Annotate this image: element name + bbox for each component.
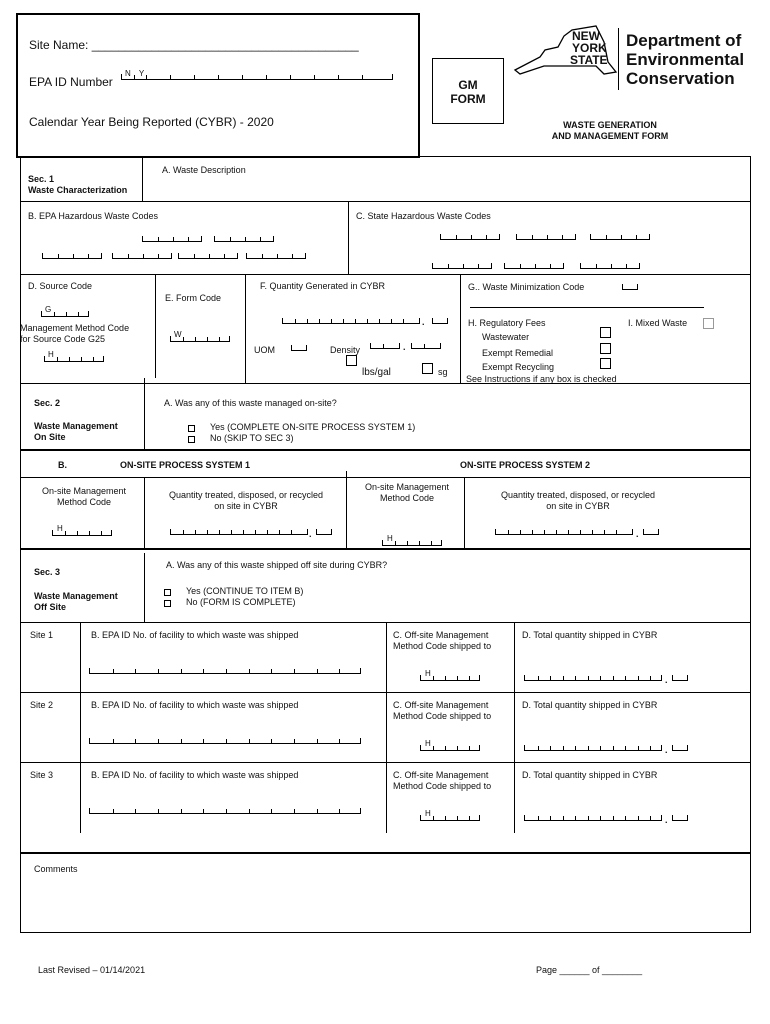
density-field[interactable] bbox=[370, 343, 400, 349]
sec3-divider bbox=[144, 553, 145, 622]
ef-divider bbox=[245, 275, 246, 383]
sys1-mgmt-label-2: Method Code bbox=[56, 497, 112, 507]
source-code-label: D. Source Code bbox=[28, 281, 93, 291]
site-decimal: . bbox=[665, 815, 668, 825]
sec3-subtitle-2: Off Site bbox=[34, 602, 67, 612]
site-bc-divider bbox=[386, 623, 387, 833]
sec2-title: Sec. 2 bbox=[34, 398, 61, 408]
sys2-qty-decimal-field[interactable] bbox=[643, 529, 659, 535]
sys2-qty-label-1: Quantity treated, disposed, or recycled bbox=[500, 490, 656, 500]
sec3-question: A. Was any of this waste shipped off site during CYBR? bbox=[166, 560, 388, 570]
epa-prefix: N Y bbox=[125, 69, 148, 78]
mgmt-code-label-1: Management Method Code bbox=[20, 323, 130, 333]
sys2-mgmt-label-1: On-site Management bbox=[364, 482, 450, 492]
quantity-decimal-field[interactable] bbox=[432, 318, 448, 324]
rule bbox=[21, 449, 750, 451]
site-epa-id-field[interactable] bbox=[89, 668, 361, 674]
rule bbox=[21, 548, 750, 550]
sys1-qty-label-1: Quantity treated, disposed, or recycled bbox=[168, 490, 324, 500]
rule bbox=[21, 477, 750, 478]
rule bbox=[470, 307, 704, 308]
site-cd-divider bbox=[514, 623, 515, 833]
site-total-qty-decimal-field[interactable] bbox=[672, 675, 688, 681]
sec3-title: Sec. 3 bbox=[34, 567, 61, 577]
epa-code-field-6[interactable] bbox=[246, 253, 306, 259]
site-offsite-mgmt-label-2: Method Code shipped to bbox=[393, 781, 492, 791]
sec1-subtitle: Waste Characterization bbox=[28, 185, 128, 195]
site-label: Site 1 bbox=[30, 630, 54, 640]
comments-area[interactable] bbox=[24, 880, 746, 930]
site-total-qty-field[interactable] bbox=[524, 675, 662, 681]
site-epa-facility-label: B. EPA ID No. of facility to which waste was shipped bbox=[91, 700, 299, 710]
site-label: Site 3 bbox=[30, 770, 54, 780]
sys1-col-divider bbox=[144, 478, 145, 548]
exempt-remedial-checkbox[interactable] bbox=[600, 343, 611, 354]
rule bbox=[21, 383, 750, 384]
state-code-field-2[interactable] bbox=[516, 234, 576, 240]
form-title-1: WASTE GENERATION bbox=[563, 120, 657, 130]
mixed-waste-label: I. Mixed Waste bbox=[628, 318, 688, 328]
density-decimal-field[interactable] bbox=[411, 343, 441, 349]
state-codes-label: C. State Hazardous Waste Codes bbox=[356, 211, 491, 221]
site-epa-id-field[interactable] bbox=[89, 738, 361, 744]
site-decimal: . bbox=[665, 675, 668, 685]
sys1-qty-label-2: on site in CYBR bbox=[214, 501, 278, 511]
waste-min-field[interactable] bbox=[622, 284, 638, 290]
sys2-mgmt-label-2: Method Code bbox=[379, 493, 435, 503]
see-instructions: See Instructions if any box is checked bbox=[466, 374, 617, 384]
epa-code-field-4[interactable] bbox=[112, 253, 172, 259]
site-total-qty-label: D. Total quantity shipped in CYBR bbox=[522, 700, 658, 710]
sec1-divider bbox=[142, 157, 143, 201]
site-decimal: . bbox=[665, 745, 668, 755]
sec2-subtitle-2: On Site bbox=[34, 432, 66, 442]
rule bbox=[21, 201, 750, 202]
system2-title: ON-SITE PROCESS SYSTEM 2 bbox=[460, 460, 591, 470]
source-prefix: G bbox=[45, 305, 52, 314]
sec3-no-checkbox[interactable] bbox=[164, 600, 171, 607]
state-code-field-3[interactable] bbox=[590, 234, 650, 240]
rule bbox=[21, 274, 750, 275]
site-offsite-mgmt-label-1: C. Off-site Management bbox=[393, 700, 489, 710]
sec2-yes-label: Yes (COMPLETE ON-SITE PROCESS SYSTEM 1) bbox=[210, 422, 416, 432]
quantity-label: F. Quantity Generated in CYBR bbox=[260, 281, 386, 291]
mgmt-prefix: H bbox=[48, 350, 54, 359]
sys2-qty-label-2: on site in CYBR bbox=[546, 501, 610, 511]
epa-id-label: EPA ID Number bbox=[29, 75, 113, 89]
logo-new: NEW bbox=[572, 29, 600, 43]
site-offsite-mgmt-label-1: C. Off-site Management bbox=[393, 630, 489, 640]
site-total-qty-field[interactable] bbox=[524, 745, 662, 751]
site-epa-id-field[interactable] bbox=[89, 808, 361, 814]
site-offsite-mgmt-label-1: C. Off-site Management bbox=[393, 770, 489, 780]
sec2-b-label: B. bbox=[58, 460, 67, 470]
sys1-qty-field[interactable] bbox=[170, 529, 308, 535]
rule bbox=[21, 762, 750, 763]
epa-code-field-2[interactable] bbox=[214, 236, 274, 242]
exempt-remedial-label: Exempt Remedial bbox=[482, 348, 554, 358]
sec3-yes-label: Yes (CONTINUE TO ITEM B) bbox=[186, 586, 304, 596]
logo-york: YORK bbox=[572, 41, 607, 55]
page-number: Page ______ of ________ bbox=[536, 965, 643, 975]
sys1-qty-decimal-field[interactable] bbox=[316, 529, 332, 535]
de-divider bbox=[155, 275, 156, 378]
epa-code-field-5[interactable] bbox=[178, 253, 238, 259]
sg-checkbox[interactable] bbox=[422, 363, 433, 374]
epa-code-field-3[interactable] bbox=[42, 253, 102, 259]
wastewater-label: Wastewater bbox=[482, 332, 530, 342]
site-h-prefix: H bbox=[425, 669, 431, 678]
site-total-qty-field[interactable] bbox=[524, 815, 662, 821]
sec2-no-label: No (SKIP TO SEC 3) bbox=[210, 433, 294, 443]
sec1-title: Sec. 1 bbox=[28, 174, 55, 184]
density-label: Density bbox=[330, 345, 361, 355]
rule bbox=[21, 692, 750, 693]
dept-line1: Department of bbox=[626, 31, 742, 50]
site-epa-facility-label: B. EPA ID No. of facility to which waste was shipped bbox=[91, 630, 299, 640]
dept-line2: Environmental bbox=[626, 50, 745, 69]
site-name-field[interactable]: Site Name: ________________________________________ bbox=[29, 38, 359, 52]
sg-label: sg bbox=[438, 367, 448, 377]
comments-label: Comments bbox=[34, 864, 78, 874]
bc-divider bbox=[348, 202, 349, 274]
density-decimal: . bbox=[403, 342, 406, 352]
site-total-qty-decimal-field[interactable] bbox=[672, 815, 688, 821]
quantity-field[interactable] bbox=[282, 318, 420, 324]
quantity-decimal: . bbox=[422, 317, 425, 327]
uom-field[interactable] bbox=[291, 345, 307, 351]
mixed-waste-checkbox[interactable] bbox=[703, 318, 714, 329]
uom-label: UOM bbox=[254, 345, 275, 355]
sec2-yes-checkbox[interactable] bbox=[188, 425, 195, 432]
sys1-h-prefix: H bbox=[57, 524, 63, 533]
waste-min-label: G.. Waste Minimization Code bbox=[468, 282, 585, 292]
exempt-recycling-label: Exempt Recycling bbox=[482, 362, 555, 372]
logo-divider bbox=[618, 28, 619, 90]
epa-codes-label: B. EPA Hazardous Waste Codes bbox=[28, 211, 159, 221]
sec2-divider bbox=[144, 378, 145, 449]
site-total-qty-label: D. Total quantity shipped in CYBR bbox=[522, 770, 658, 780]
sys2-h-prefix: H bbox=[387, 534, 393, 543]
form-code-label: E. Form Code bbox=[165, 293, 222, 303]
mgmt-code-label-2: for Source Code G25 bbox=[20, 334, 106, 344]
exempt-recycling-checkbox[interactable] bbox=[600, 358, 611, 369]
sec2-no-checkbox[interactable] bbox=[188, 436, 195, 443]
site-label: Site 2 bbox=[30, 700, 54, 710]
gm-form-label: GM FORM bbox=[450, 78, 486, 106]
fg-divider bbox=[460, 275, 461, 383]
waste-description-label: A. Waste Description bbox=[162, 165, 246, 175]
site-epa-facility-label: B. EPA ID No. of facility to which waste was shipped bbox=[91, 770, 299, 780]
sys2-qty-field[interactable] bbox=[495, 529, 633, 535]
logo-state: STATE bbox=[570, 53, 608, 67]
lbs-gal-checkbox[interactable] bbox=[346, 355, 357, 366]
state-code-field-1[interactable] bbox=[440, 234, 500, 240]
sec2-question: A. Was any of this waste managed on-site? bbox=[164, 398, 337, 408]
site-h-prefix: H bbox=[425, 809, 431, 818]
state-code-field-6[interactable] bbox=[580, 263, 640, 269]
sys2-decimal: . bbox=[636, 529, 639, 539]
site-total-qty-label: D. Total quantity shipped in CYBR bbox=[522, 630, 658, 640]
system-divider bbox=[346, 471, 347, 548]
system1-title: ON-SITE PROCESS SYSTEM 1 bbox=[120, 460, 251, 470]
sec3-yes-checkbox[interactable] bbox=[164, 589, 171, 596]
rule bbox=[21, 852, 750, 854]
site-h-prefix: H bbox=[425, 739, 431, 748]
wastewater-checkbox[interactable] bbox=[600, 327, 611, 338]
state-code-field-5[interactable] bbox=[504, 263, 564, 269]
site-offsite-mgmt-label-2: Method Code shipped to bbox=[393, 711, 492, 721]
form-prefix: W bbox=[174, 330, 182, 339]
lbs-gal-label: lbs/gal bbox=[362, 367, 391, 378]
sys1-mgmt-label-1: On-site Management bbox=[41, 486, 127, 496]
sys1-decimal: . bbox=[309, 529, 312, 539]
sec3-subtitle-1: Waste Management bbox=[34, 591, 118, 601]
state-code-field-4[interactable] bbox=[432, 263, 492, 269]
site-offsite-mgmt-label-2: Method Code shipped to bbox=[393, 641, 492, 651]
last-revised: Last Revised – 01/14/2021 bbox=[38, 965, 146, 975]
site-label-divider bbox=[80, 623, 81, 833]
cybr-label: Calendar Year Being Reported (CYBR) - 2020 bbox=[29, 115, 274, 129]
site-total-qty-decimal-field[interactable] bbox=[672, 745, 688, 751]
dept-line3: Conservation bbox=[626, 69, 735, 88]
form-title-2: AND MANAGEMENT FORM bbox=[551, 131, 669, 141]
sec3-no-label: No (FORM IS COMPLETE) bbox=[186, 597, 296, 607]
epa-code-field-1[interactable] bbox=[142, 236, 202, 242]
reg-fees-label: H. Regulatory Fees bbox=[468, 318, 546, 328]
epa-id-field[interactable] bbox=[121, 74, 393, 80]
sec2-subtitle-1: Waste Management bbox=[34, 421, 118, 431]
